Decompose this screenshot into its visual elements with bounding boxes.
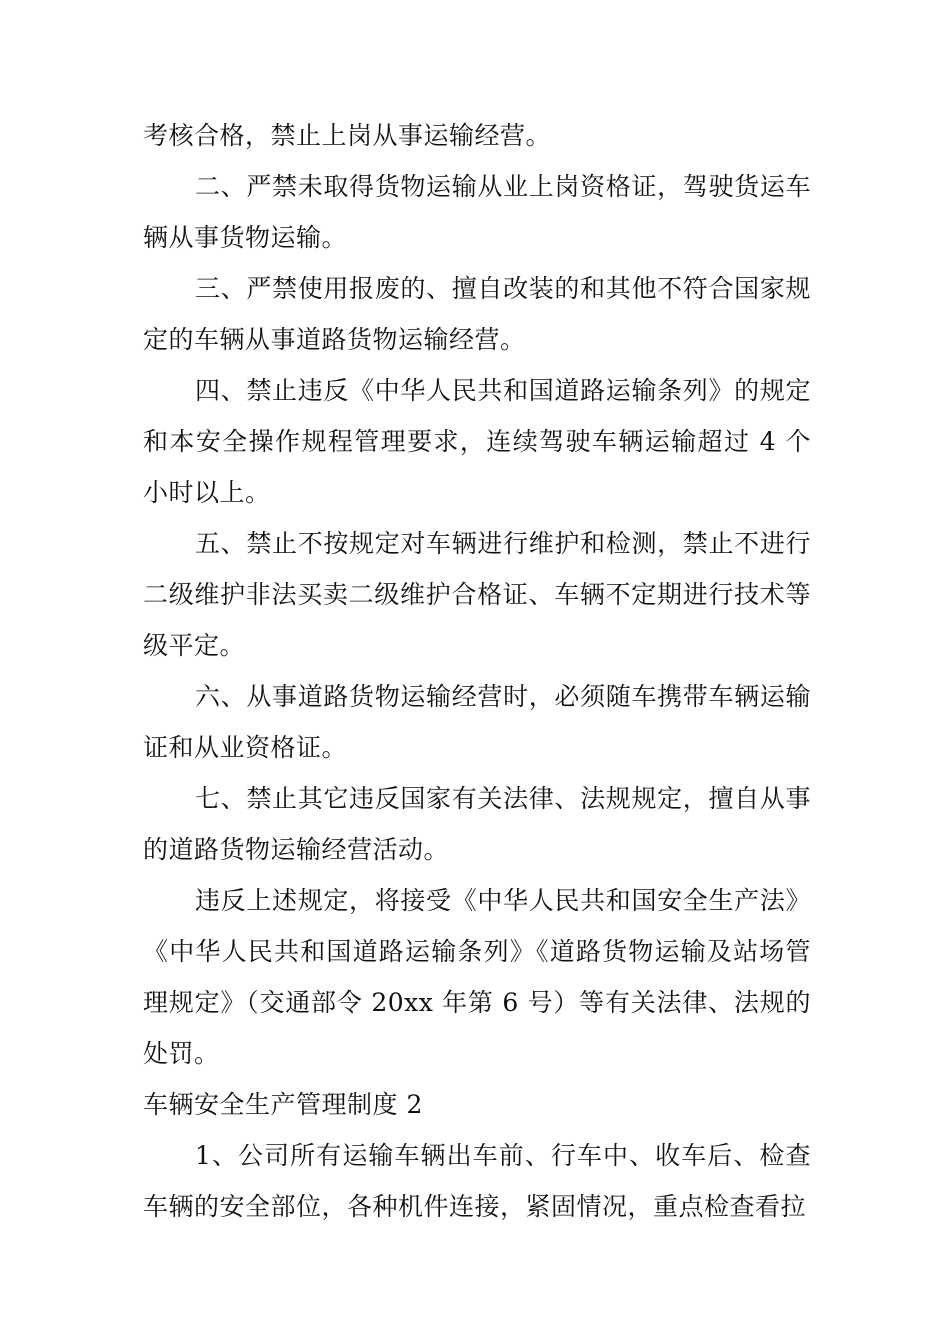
paragraph-rule-6: 六、从事道路货物运输经营时，必须随车携带车辆运输证和从业资格证。 [143, 682, 811, 762]
paragraph-rule-3: 三、严禁使用报废的、擅自改装的和其他不符合国家规定的车辆从事道路货物运输经营。 [143, 274, 811, 354]
section-heading: 车辆安全生产管理制度 2 [143, 1090, 423, 1119]
paragraph-rule-2: 二、严禁未取得货物运输从业上岗资格证，驾驶货运车辆从事货物运输。 [143, 172, 811, 252]
paragraph-continuation: 考核合格，禁止上岗从事运输经营。 [143, 121, 552, 150]
document-body [143, 110, 811, 1232]
paragraph-rule-4: 四、禁止违反《中华人民共和国道路运输条列》的规定和本安全操作规程管理要求，连续驾驶车辆运输超过 4 个小时以上。 [143, 376, 811, 507]
paragraph-rule-7: 七、禁止其它违反国家有关法律、法规规定，擅自从事的道路货物运输经营活动。 [143, 784, 811, 864]
paragraph-rule-5: 五、禁止不按规定对车辆进行维护和检测，禁止不进行二级维护非法买卖二级维护合格证、车辆不定期进行技术等级平定。 [143, 529, 811, 660]
paragraph-penalty: 违反上述规定，将接受《中华人民共和国安全生产法》《中华人民共和国道路运输条列》《道路货物运输及站场管理规定》（交通部令 20xx 年第 6 号）等有关法律、法规的处罚。 [143, 886, 811, 1068]
paragraph-item-1: 1、公司所有运输车辆出车前、行车中、收车后、检查车辆的安全部位，各种机件连接，紧固情况，重点检查看拉 [143, 1141, 811, 1221]
